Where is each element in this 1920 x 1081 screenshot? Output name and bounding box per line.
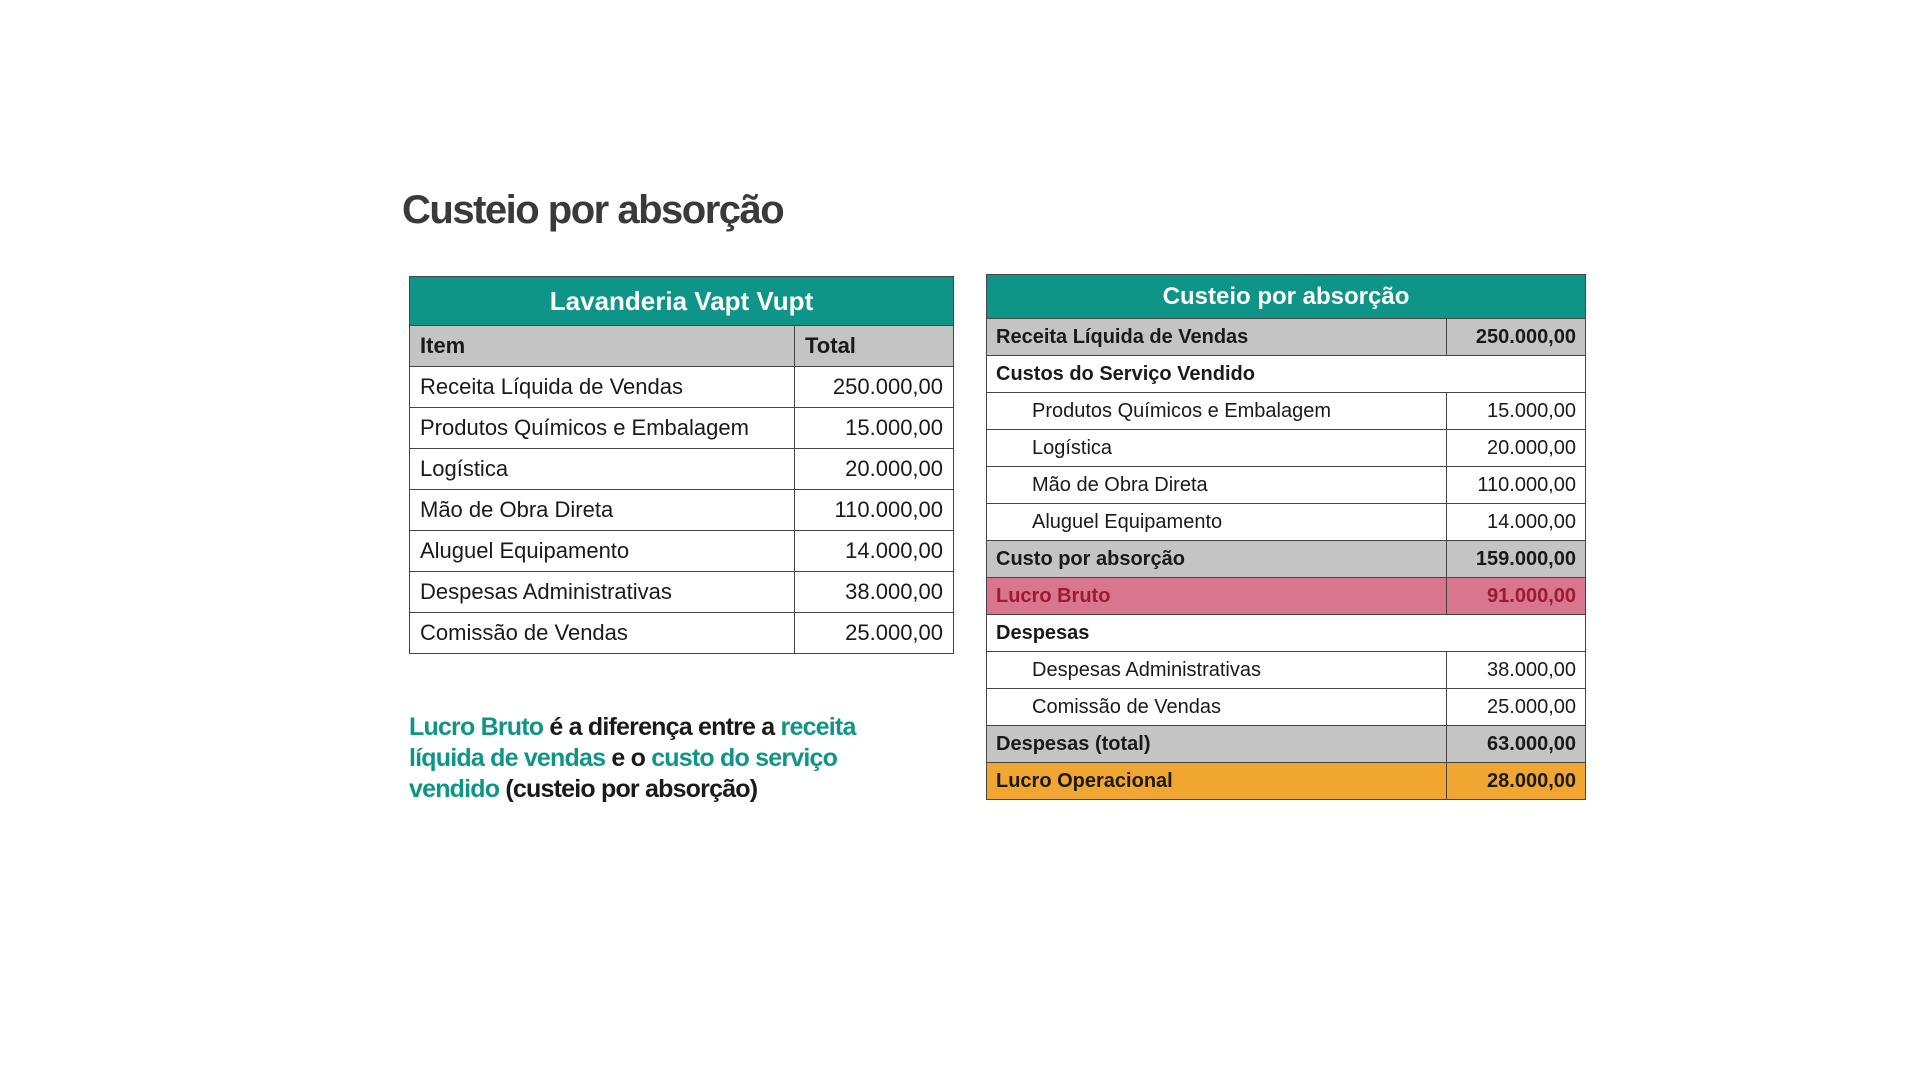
despesas-total-row	[987, 726, 1586, 763]
custo-total-label: Custo por absorção	[987, 541, 1447, 578]
row-label: Comissão de Vendas	[987, 689, 1447, 726]
row-value: 38.000,00	[1447, 652, 1586, 689]
table-row	[410, 490, 954, 531]
note-term-custo: custo do serviço vendido	[409, 744, 838, 803]
receita-label: Receita Líquida de Vendas	[987, 319, 1447, 356]
lucro-bruto-row	[987, 578, 1586, 615]
despesas-section-row	[987, 615, 1586, 652]
lucro-bruto-value: 91.000,00	[1447, 578, 1586, 615]
custos-section-header: Custos do Serviço Vendido	[987, 356, 1586, 393]
table-row	[410, 408, 954, 449]
column-header-row	[410, 326, 954, 367]
despesas-section-header: Despesas	[987, 615, 1586, 652]
despesas-total-label: Despesas (total)	[987, 726, 1447, 763]
note-text: é a diferença entre a	[543, 713, 781, 741]
row-item: Produtos Químicos e Embalagem	[410, 408, 795, 449]
lucro-bruto-label: Lucro Bruto	[987, 578, 1447, 615]
row-total: 250.000,00	[795, 367, 954, 408]
table-row	[410, 531, 954, 572]
row-item: Comissão de Vendas	[410, 613, 795, 654]
custo-total-value: 159.000,00	[1447, 541, 1586, 578]
custeio-table	[986, 274, 1586, 800]
row-label: Mão de Obra Direta	[987, 467, 1447, 504]
note-text: e o	[605, 744, 652, 772]
custos-section-row	[987, 356, 1586, 393]
row-item: Aluguel Equipamento	[410, 531, 795, 572]
table-title-row	[410, 277, 954, 326]
note-term-receita: receita líquida de vendas	[409, 713, 856, 772]
row-total: 25.000,00	[795, 613, 954, 654]
row-value: 110.000,00	[1447, 467, 1586, 504]
row-value: 15.000,00	[1447, 393, 1586, 430]
row-label: Produtos Químicos e Embalagem	[987, 393, 1447, 430]
lavanderia-table	[409, 276, 954, 654]
despesas-total-value: 63.000,00	[1447, 726, 1586, 763]
lucro-operacional-value: 28.000,00	[1447, 763, 1586, 800]
receita-row	[987, 319, 1586, 356]
table-row	[410, 572, 954, 613]
table-row	[987, 467, 1586, 504]
table-title: Lavanderia Vapt Vupt	[410, 277, 954, 326]
table-title: Custeio por absorção	[987, 275, 1586, 319]
lucro-operacional-row	[987, 763, 1586, 800]
table-row	[987, 689, 1586, 726]
table-row	[987, 430, 1586, 467]
row-total: 20.000,00	[795, 449, 954, 490]
row-value: 14.000,00	[1447, 504, 1586, 541]
row-item: Receita Líquida de Vendas	[410, 367, 795, 408]
page-title: Custeio por absorção	[402, 188, 784, 232]
row-total: 14.000,00	[795, 531, 954, 572]
row-total: 15.000,00	[795, 408, 954, 449]
row-item: Despesas Administrativas	[410, 572, 795, 613]
table-row	[410, 367, 954, 408]
row-label: Aluguel Equipamento	[987, 504, 1447, 541]
row-label: Logística	[987, 430, 1447, 467]
note-text: (custeio por absorção)	[499, 775, 758, 803]
lucro-operacional-label: Lucro Operacional	[987, 763, 1447, 800]
row-item: Logística	[410, 449, 795, 490]
lucro-bruto-note	[409, 712, 879, 805]
custo-total-row	[987, 541, 1586, 578]
row-label: Despesas Administrativas	[987, 652, 1447, 689]
row-item: Mão de Obra Direta	[410, 490, 795, 531]
row-total: 38.000,00	[795, 572, 954, 613]
column-header-item: Item	[410, 326, 795, 367]
table-title-row	[987, 275, 1586, 319]
note-term-lucro-bruto: Lucro Bruto	[409, 713, 544, 741]
table-row	[987, 652, 1586, 689]
table-row	[987, 504, 1586, 541]
receita-value: 250.000,00	[1447, 319, 1586, 356]
table-row	[410, 449, 954, 490]
column-header-total: Total	[795, 326, 954, 367]
table-row	[410, 613, 954, 654]
row-total: 110.000,00	[795, 490, 954, 531]
table-row	[987, 393, 1586, 430]
row-value: 25.000,00	[1447, 689, 1586, 726]
row-value: 20.000,00	[1447, 430, 1586, 467]
